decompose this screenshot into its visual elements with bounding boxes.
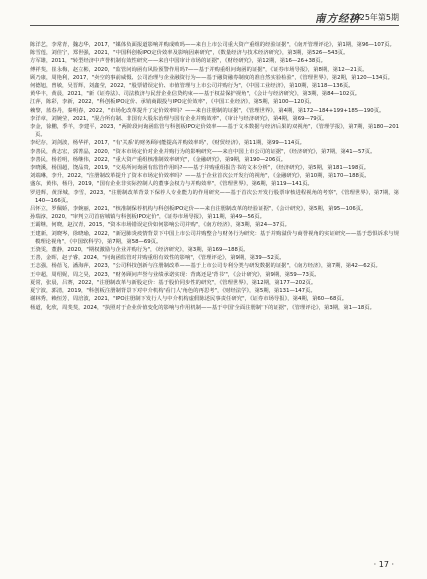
page-number: · 17 ·	[373, 560, 394, 569]
reference-item: 陈洋艺，李常青，魏志华，2017，"媒体负面报道影响并购成败吗——来自上市公司重大资产重组的经验证据"，《南开管理评论》，第1期，第96—107页。	[30, 42, 395, 48]
issue-info: 2025年第5期	[349, 13, 399, 22]
reference-item: 李善民，杨若明，杨继伟，2022，"重大资产重组核准制效率研究"，《金融研究》，第9期，第190—206页。	[30, 156, 287, 163]
reference-item: 傅祥斐，崔永梅，赵立彬，2020，"监管问询函有风险预警作用吗?——基于并购重组问询函的证据"，《证券市场导报》，第8期，第12—21页。	[30, 66, 368, 73]
reference-item: 李晓溪，杨国超，饶品贵，2019，"交易所问询函有监管作用吗?——基于并购重组报告书的文本分析"，《经济研究》，第5期，第181—198页。	[30, 165, 370, 172]
reference-item: 谢林秀，赖恒芳，周涪波，2021，"IPO注册制下发行人与中介机构虚假陈述民事责任研究"，《证券市场导报》，第4期，第60—68页。	[30, 296, 348, 303]
reference-item: 盛东，黄伟，杨丹，2019，"国有企业非实际控制人的董事会权力与并购效率"，《管理世界》，第6期，第119—141页。	[30, 181, 313, 188]
reference-item: 吕怀立，罗佩娇，李婉丽，2021，"核准制保荐机构与科创板IPO定价——来自注册制改革的经验证据"，《会计研究》，第5期，第95—106页。	[30, 206, 367, 213]
reference-item: 王志强，杨蓓飞，潘海萍，2023，"公司科技创新与注册制改革——基于上市公司专利分类与研发数据的证据"，《南方经济》，第7期，第42—62页。	[30, 263, 381, 270]
reference-item: 夏宁波，郭清，2019，"科创板注册制背景下对中介机构'看门人'角色的再思考"，《财经法学》，第5期，第131—147页。	[30, 288, 316, 295]
reference-item: 王建新，刘晓岑，徐晓瑜，2022，"新冠肺炎疫情背景下中国上市公司并购整合与财务行为研究：基于并购溢价与商誉视角的实证研究——基于恐惧诉求与规模理论视角"，《中国软科学》，第7期，第58—69页。	[30, 230, 399, 245]
header-divider	[30, 25, 399, 26]
reference-item: 赖黎，蓝春丹，秦明春，2022，"市场化改革提升了定价效率吗？——来自注册制的证据"，《管理世界》，第4期，第172—184+199+185—190页。	[30, 107, 385, 114]
reference-item: 江萍，陈彩，李新，2022，"科创板IPO定价、承销商跟投与IPO定价效率"，《中国工业经济》，第5期，第100—120页。	[30, 99, 315, 106]
reference-item: 王骁雯，董静，2020，"期权激励与企业并购行为"，《经济研究》，第3期，第169—188页。	[30, 247, 249, 254]
reference-item: 孙瑞淳，2020，"审判立司首宿城镇与科创板IPO定价"，《证券市场导报》，第11期，第49—56页。	[30, 214, 265, 221]
reference-item: 李纪存，刘剑波，杨华祥，2017，"有'关系'的财务顾问能提高并购效率吗"，《财贸经济》，第11期，第99—114页。	[30, 140, 306, 147]
reference-item: 罗进辉，黄泽城，李雪，2023，"注册制改革背景下保荐人专业能力的作用研究——基于首次公开发行股票审核进程视角的考察"，《管理世界》，第7期，第140—166页。	[30, 189, 399, 204]
reference-item: 顾乃康，周艳利，2017，"卖空的事前威慑、公司治理与企业融资行为——基于融资融券制度的准自然实验检验"，《管理世界》，第2期，第120—134页。	[30, 74, 393, 81]
reference-item: 夏常，张晨，吕赛，2022，"注册制改革与新股定价：基于股价同步性的研究"，《管理世界》，第12期，第177—202页。	[30, 279, 317, 286]
reference-item: 何德旭，曾敏，吴晋辉，刘鑫莹，2022，"股票错误定价、市值管理与上市公司并购行为"，《中国工业经济》，第10期，第118—136页。	[30, 83, 354, 90]
reference-item: 王善，金晖，赵子睿，2024，"问询函监管对并购重组有效性的影响"，《管理评论》，第9期，第39—52页。	[30, 255, 285, 262]
reference-item: 李洋章，刘婉莹，2021，"混合所有制、非国有大股东治理与国有企业并购效率"，《审计与经济研究》，第4期，第69—79页。	[30, 115, 328, 122]
reference-item: 陈雪莲，刘佳宁，郑世强，2021，"中国科创板IPO定价效率及影响因素研究"，《数量经济与技术经济研究》，第3期，第526—543页。	[30, 50, 349, 57]
reference-item: 李善民，黄志宏，郭菁晶，2020，"资本市场定价对企业并购行为的影响研究——来自中国上市公司的证据"，《经济研究》，第7期，第41—57页。	[30, 148, 376, 155]
reference-item: 方军雄，2011，"转型经济中声誉机制有效性研究——来自中国审计市场的证据"，《财经研究》，第12期，第16—26+38页。	[30, 58, 326, 65]
page-header	[0, 0, 427, 26]
reference-item: 王霸继，何晓，赵汉青，2015，"资本市场错误定价如何影响公司并购"，《南方经济》，第3期，第24—37页。	[30, 222, 290, 229]
reference-list	[30, 41, 399, 312]
reference-item: 刘端琳，李升，2022，"注册制改革提升了资本市场定价效率吗？——基于企业首次公开发行的视角"，《金融研究》，第10期，第170—188页。	[30, 173, 370, 180]
reference-item: 李金，徐鹏，季羊，李建平，2023，"两阶段问询函监管与科创板IPO定价效率——基于文本数据与经济后果的双视角"，《管理学报》，第7期，第180—201页。	[30, 124, 399, 139]
journal-logo: 南方经济	[315, 13, 361, 25]
reference-item: 黄华丰，黄晨，2021，"新《证券法》、司法救济与民营企业信贷约束——基于权益保护视角"，《会计与经济研究》，第3期，第84—102页。	[30, 91, 361, 98]
reference-item: 王中超，周绍妮，周之昊，2023，"财务顾问声誉与业绩承诺实现：背离还是'背书'"，《会计研究》，第9期，第59—73页。	[30, 271, 320, 278]
reference-item: 杨道，化欣，周斐斐，2024，"执照对于企业价值变化的影响与作用机制——基于中国'全面注册制'下的证据"，《管理评论》，第3期，第1—18页。	[30, 304, 375, 311]
